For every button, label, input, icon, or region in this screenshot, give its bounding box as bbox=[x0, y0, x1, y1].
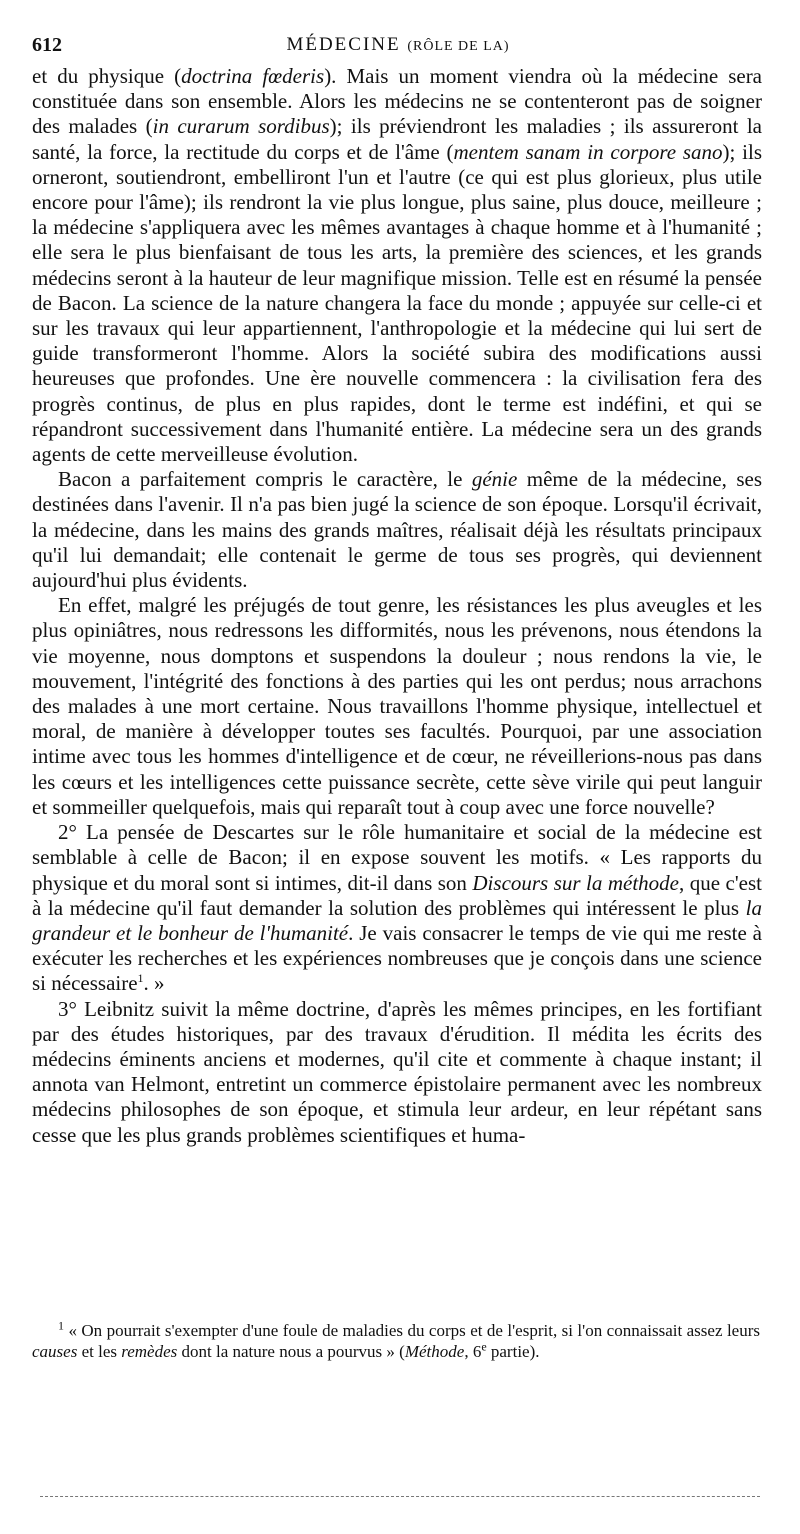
text-run: même de la médecine, ses destinées dans l'avenir. Il n'a pas bien jugé la science de son époque. Lorsqu'il écrivait, la médecine, dans les mains des grands maîtres, réalisait déjà les résultats principaux qu'il lui demandait; elle contenait le germe de tous ses progrès, qui deviennent aujourd'hui plus évidents. bbox=[32, 467, 763, 593]
note-marker: e bbox=[481, 1339, 487, 1354]
footnotes bbox=[32, 1320, 760, 1362]
text-run: et les bbox=[77, 1342, 122, 1361]
italic-text: mentem sanam in corpore sano bbox=[453, 139, 723, 164]
page-number: 612 bbox=[32, 34, 62, 56]
text-run: . Je vais consacrer le temps de vie qui me reste à exécuter les recherches et les expériences nombreuses que je conçois dans une science si nécessaire bbox=[32, 920, 762, 996]
paragraph bbox=[32, 997, 762, 1148]
text-run: ); ils orneront, soutiendront, embelliront l'un et l'autre (ce qui est plus glorieux, plus utile encore pour l'âme); ils rendront la vie plus longue, plus saine, plus douce, meilleure ; la médecine s'appliquera avec les mêmes avantages à chaque homme et à l'humanité ; elle sera le plus bienfaisant de tous les arts, la première des sciences, et les grands médecins seront à la hauteur de leur magnifique mission. Telle est en résumé la pensée de Bacon. La science de la nature changera la face du monde ; appuyée sur celle-ci et sur les travaux qui leur appartiennent, l'anthropologie et la médecine qui lui sert de guide transformeront l'homme. Alors la société subira des modifications aussi heureuses que profondes. Une ère nouvelle commencera : la civilisation fera des progrès continus, de plus en plus rapides, dont le terme est indéfini, et qui se répandront successivement dans l'humanité entière. La médecine sera un des grands agents de cette merveilleuse évolution. bbox=[32, 139, 763, 467]
text-run: ). Mais un moment viendra où la médecine sera constituée dans son ensemble. Alors les médecins ne se contenteront pas de soigner des malades ( bbox=[32, 64, 763, 139]
note-marker: 1 bbox=[58, 1318, 64, 1333]
text-run: dont la nature nous a pourvus » ( bbox=[177, 1342, 405, 1361]
footnote bbox=[32, 1320, 760, 1362]
running-title bbox=[32, 34, 764, 56]
paragraph bbox=[32, 820, 762, 996]
text-run: partie). bbox=[486, 1342, 540, 1361]
note-marker: 1 bbox=[137, 971, 144, 986]
text-run: 2° La pensée de Descartes sur le rôle humanitaire et social de la médecine est semblable à celle de Bacon; il en expose souvent les motifs. « Les rapports du physique et du moral sont si intimes, dit-il dans son bbox=[32, 820, 762, 895]
italic-text: génie bbox=[471, 467, 518, 492]
text-run: et du physique ( bbox=[32, 64, 182, 88]
text-run: . » bbox=[143, 971, 165, 996]
paragraph bbox=[32, 64, 762, 467]
italic-text: remèdes bbox=[121, 1342, 178, 1361]
italic-text: Méthode bbox=[404, 1342, 465, 1361]
text-run: « On pourrait s'exempter d'une foule de maladies du corps et de l'esprit, si l'on connaissait assez leurs bbox=[64, 1321, 760, 1340]
running-title-sub: (RÔLE DE LA) bbox=[407, 39, 510, 54]
text-run: ); ils préviendront les maladies ; ils assureront la santé, la force, la rectitude du corps et de l'âme ( bbox=[32, 114, 762, 164]
main-text bbox=[32, 64, 762, 1148]
text-run: , 6 bbox=[464, 1342, 482, 1361]
italic-text: Discours sur la méthode bbox=[472, 870, 679, 895]
text-run: En effet, malgré les préjugés de tout genre, les résistances les plus aveugles et les plus opiniâtres, nous redressons les difformités, nous les prévenons, nous étendons la vie moyenne, nous domptons et suspendons la douleur ; nous rendons la vie, le mouvement, l'intégrité des fonctions à des parties qui les ont perdus; nous arrachons des malades à une mort certaine. Nous travaillons l'homme physique, intellectuel et moral, de manière à développer toutes ses facultés. Pourquoi, par une association intime avec tous les hommes d'intelligence et de cœur, ne réveillerions-nous pas dans les cœurs et les intelligences cette puissance secrète, cette sève virile qui peut languir et sommeiller quelquefois, mais qui reparaît tout à coup avec une force nouvelle? bbox=[32, 593, 762, 819]
text-run: Bacon a parfaitement compris le caractère, le bbox=[58, 467, 472, 492]
paragraph bbox=[32, 593, 762, 820]
text-run: 3° Leibnitz suivit la même doctrine, d'après les mêmes principes, en les fortifiant par des études historiques, par des travaux d'érudition. Il médita les écrits des médecins éminents anciens et modernes, qu'il cite et commente à chaque instant; il annota van Helmont, entretint un commerce épistolaire permanent avec les nombreux médecins philosophes de son époque, et stimula leur ardeur, en leur répétant sans cesse que les plus grands problèmes scientifiques et huma- bbox=[32, 996, 762, 1147]
italic-text: causes bbox=[32, 1342, 78, 1361]
italic-text: la grandeur et le bonheur de l'humanité bbox=[32, 895, 762, 945]
text-run: , que c'est à la médecine qu'il faut demander la solution des problèmes qui intéressent le plus bbox=[32, 870, 762, 920]
paragraph bbox=[32, 467, 762, 593]
italic-text: doctrina fœderis bbox=[181, 64, 325, 88]
running-title-main: MÉDECINE bbox=[286, 34, 401, 55]
running-header bbox=[32, 30, 764, 62]
italic-text: in curarum sordibus bbox=[152, 114, 330, 139]
bottom-rule bbox=[40, 1496, 760, 1497]
